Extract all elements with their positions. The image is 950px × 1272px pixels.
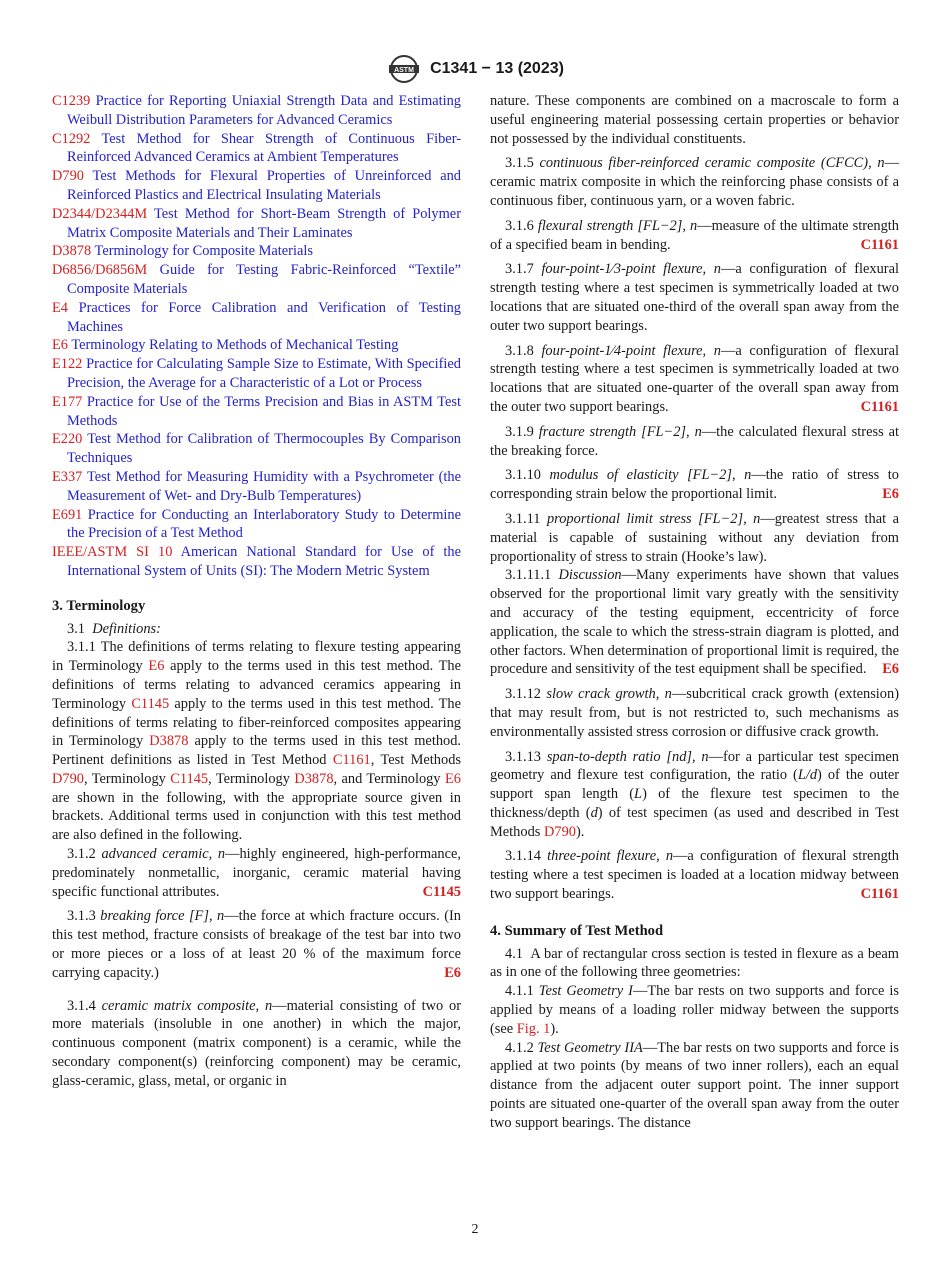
subsection-3-1: 3.1 Definitions: <box>67 620 161 637</box>
reference-title-link[interactable]: Test Method for Measuring Humidity with a Psychrometer (the Measurement of Wet- and Dry-Bulb Temperatures) <box>67 468 461 504</box>
source-reference-link[interactable]: C1161 <box>860 886 899 903</box>
svg-text:ASTM: ASTM <box>394 67 414 74</box>
source-reference-link[interactable]: E6 <box>882 486 899 503</box>
reference-link[interactable]: C1161 <box>332 752 371 769</box>
reference-item <box>52 355 461 393</box>
reference-item <box>52 299 461 337</box>
definition-3-1-4-continued: nature. These components are combined on a macroscale to form a useful engineering material possessing certain properties or behavior not possessed by the individual constituents. <box>490 93 899 147</box>
definition-3-1-10: 3.1.10 modulus of elasticity [FL−2], n—the ratio of stress to corresponding strain below the proportional limit. E6 <box>490 467 899 503</box>
left-column <box>52 92 461 1091</box>
reference-code-link[interactable]: E220 <box>52 431 83 448</box>
reference-code-link[interactable]: E177 <box>52 393 83 410</box>
page-header <box>0 54 950 84</box>
reference-code-link[interactable]: C1239 <box>52 93 91 109</box>
reference-link[interactable]: D3878 <box>149 733 189 750</box>
document-designation: C1341 − 13 (2023) <box>430 60 564 77</box>
reference-item <box>52 261 461 299</box>
reference-link[interactable]: E6 <box>148 658 165 675</box>
subsection-4-1: 4.1 A bar of rectangular cross section is tested in flexure as a beam as in one of the following three geometries: <box>490 945 899 981</box>
definition-3-1-8: 3.1.8 four-point-1⁄4-point flexure, n—a configuration of flexural strength testing where a test specimen is symmetrically loaded at two locations that are situated one-quarter of the overall span away from the outer two support bearings. C1161 <box>490 342 899 415</box>
reference-item <box>52 506 461 544</box>
source-reference-link[interactable]: C1145 <box>422 883 461 900</box>
right-column <box>490 92 899 1133</box>
reference-code-link[interactable]: E6 <box>52 337 68 354</box>
source-reference-link[interactable]: E6 <box>444 964 461 981</box>
reference-code-link[interactable]: E4 <box>52 299 68 316</box>
reference-link[interactable]: E6 <box>444 770 461 787</box>
reference-list <box>52 92 461 581</box>
definition-3-1-5: 3.1.5 continuous fiber-reinforced ceramic composite (CFCC), n—ceramic matrix composite in which the reinforcing phase consists of a continuous fiber, continuous yarn, or a woven fabric. <box>490 155 899 209</box>
definition-3-1-3: 3.1.3 breaking force [F], n—the force at which fracture occurs. (In this test method, fracture consists of breakage of the test bar into two or more pieces or a loss of at least 20 % of the maximum force carrying capacity.) E6 <box>52 908 462 981</box>
reference-code-link[interactable]: E691 <box>52 506 83 523</box>
reference-link[interactable]: D790 <box>52 770 84 787</box>
reference-item <box>52 468 461 506</box>
definition-3-1-2: 3.1.2 advanced ceramic, n—highly engineered, high-performance, predominately nonmetallic, inorganic, ceramic material having specific functional attributes. C1145 <box>52 846 461 900</box>
reference-title-link[interactable]: American National Standard for Use of the International System of Units (SI): The Modern Metric System <box>67 544 461 579</box>
reference-item <box>52 130 461 168</box>
reference-title-link[interactable]: Guide for Testing Fabric-Reinforced “Textile” Composite Materials <box>67 262 461 297</box>
reference-code-link[interactable]: E337 <box>52 468 83 485</box>
definition-3-1-12: 3.1.12 slow crack growth, n—subcritical crack growth (extension) that may result from, but is not restricted to, such mechanisms as environmentally assisted stress corrosion or diffusive crack growth. <box>490 686 899 740</box>
reference-title-link[interactable]: Terminology Relating to Methods of Mechanical Testing <box>71 337 399 354</box>
definition-3-1-9: 3.1.9 fracture strength [FL−2], n—the calculated flexural stress at the breaking force. <box>490 423 900 459</box>
source-reference-link[interactable]: C1161 <box>860 398 899 415</box>
astm-logo-icon <box>386 54 422 84</box>
reference-code-link[interactable]: C1292 <box>52 130 91 147</box>
reference-item <box>52 242 461 261</box>
reference-title-link[interactable]: Test Method for Calibration of Thermocouples By Comparison Techniques <box>67 431 461 467</box>
definition-3-1-7: 3.1.7 four-point-1⁄3-point flexure, n—a configuration of flexural strength testing where a test specimen is symmetrically loaded at two locations that are situated one-third of the overall span away from the outer two support bearings. <box>490 261 899 334</box>
definition-3-1-13: 3.1.13 span-to-depth ratio [nd], n—for a particular test specimen geometry and flexure test configuration, the ratio (L/d) of the outer support span length (L) of the flexure test specimen to the thickness/depth (d) of test specimen (as used and described in Test Methods D790). <box>490 748 899 840</box>
reference-code-link[interactable]: IEEE/ASTM SI 10 <box>52 544 173 561</box>
reference-item <box>52 205 461 243</box>
reference-link[interactable]: D790 <box>543 823 576 840</box>
reference-item <box>52 167 461 205</box>
reference-link[interactable]: C1145 <box>131 695 170 712</box>
reference-title-link[interactable]: Test Methods for Flexural Properties of Unreinforced and Reinforced Plastics and Electrical Insulating Materials <box>67 168 461 203</box>
reference-title-link[interactable]: Practice for Use of the Terms Precision and Bias in ASTM Test Methods <box>67 393 461 429</box>
reference-code-link[interactable]: D790 <box>52 168 84 185</box>
figure-link[interactable]: Fig. 1 <box>516 1020 551 1037</box>
reference-code-link[interactable]: D6856/D6856M <box>52 262 148 279</box>
section-heading: 4. Summary of Test Method <box>490 922 664 939</box>
reference-title-link[interactable]: Practice for Calculating Sample Size to Estimate, With Specified Precision, the Average for a Characteristic of a Lot or Process <box>67 356 462 391</box>
reference-title-link[interactable]: Test Method for Short-Beam Strength of Polymer Matrix Composite Materials and Their Laminates <box>67 205 461 241</box>
source-reference-link[interactable]: C1161 <box>860 236 899 253</box>
reference-title-link[interactable]: Terminology for Composite Materials <box>94 243 313 260</box>
subsection-4-1-2: 4.1.2 Test Geometry IIA—The bar rests on two supports and force is applied at two points (by means of two inner rollers), each an equal distance from the adjacent outer support point. The inner support points are situated one-quarter of the overall span away from the outer two support bearings. The distance <box>490 1039 899 1131</box>
reference-link[interactable]: D3878 <box>294 770 334 787</box>
definition-3-1-11: 3.1.11 proportional limit stress [FL−2], n—greatest stress that a material is capable of sustaining without any deviation from proportionality of stress to strain (Hooke’s law). <box>490 510 899 565</box>
reference-title-link[interactable]: Practice for Reporting Uniaxial Strength Data and Estimating Weibull Distribution Parameters for Advanced Ceramics <box>67 93 461 128</box>
reference-item <box>52 430 461 468</box>
reference-code-link[interactable]: D3878 <box>52 243 92 260</box>
source-reference-link[interactable]: E6 <box>882 661 899 678</box>
reference-item <box>52 543 461 581</box>
discussion-3-1-11-1: 3.1.11.1 Discussion—Many experiments have shown that values observed for the proportional limit vary greatly with the sensitivity and accuracy of the testing equipment, eccentricity of force application, the scale to which the stress-strain diagram is plotted, and other factors. When determination of proportional limit is required, the procedure and sensitivity of the test equipment shall be specified. E6 <box>490 567 899 678</box>
definition-3-1-4: 3.1.4 ceramic matrix composite, n—material consisting of two or more materials (insoluble in one another) in which the major, continuous component (matrix component) is a ceramic, while the secondary component(s) (reinforcing component) may be ceramic, glass-ceramic, glass, metal, or organic in <box>52 997 461 1089</box>
subsection-3-1-1: 3.1.1 The definitions of terms relating to flexure testing appearing in Terminology E6 apply to the terms used in this test method. The definitions of terms relating to advanced ceramics appearing in Terminology C1145 apply to the terms used in this test method. The definitions of terms relating to fiber-reinforced composites appearing in Terminology D3878 apply to the terms used in this test method. Pertinent definitions as listed in Test Method C1161, Test Methods D790, Terminology C1145, Terminology D3878, and Terminology E6 are shown in the following, with the appropriate source given in brackets. Additional terms used in conjunction with this test method are also defined in the following. <box>52 639 462 844</box>
definition-3-1-14: 3.1.14 three-point flexure, n—a configuration of flexural strength testing where a test specimen is loaded at a location midway between two support bearings. C1161 <box>490 848 899 903</box>
reference-title-link[interactable]: Practices for Force Calibration and Verification of Testing Machines <box>67 299 461 335</box>
page-number: 2 <box>471 1222 479 1237</box>
definition-3-1-6: 3.1.6 flexural strength [FL−2], n—measure of the ultimate strength of a specified beam in bending. C1161 <box>490 217 899 253</box>
reference-link[interactable]: C1145 <box>170 770 209 787</box>
reference-code-link[interactable]: D2344/D2344M <box>52 205 148 222</box>
reference-code-link[interactable]: E122 <box>52 356 83 373</box>
reference-title-link[interactable]: Test Method for Shear Strength of Continuous Fiber-Reinforced Advanced Ceramics at Ambient Temperatures <box>67 130 461 166</box>
reference-title-link[interactable]: Practice for Conducting an Interlaboratory Study to Determine the Precision of a Test Method <box>67 506 461 542</box>
subsection-4-1-1: 4.1.1 Test Geometry I—The bar rests on two supports and force is applied by means of a loading roller midway between the supports (see Fig. 1). <box>490 983 899 1037</box>
reference-item <box>52 393 461 431</box>
reference-item <box>52 92 461 130</box>
reference-item <box>52 336 461 355</box>
section-heading: 3. Terminology <box>52 597 146 614</box>
